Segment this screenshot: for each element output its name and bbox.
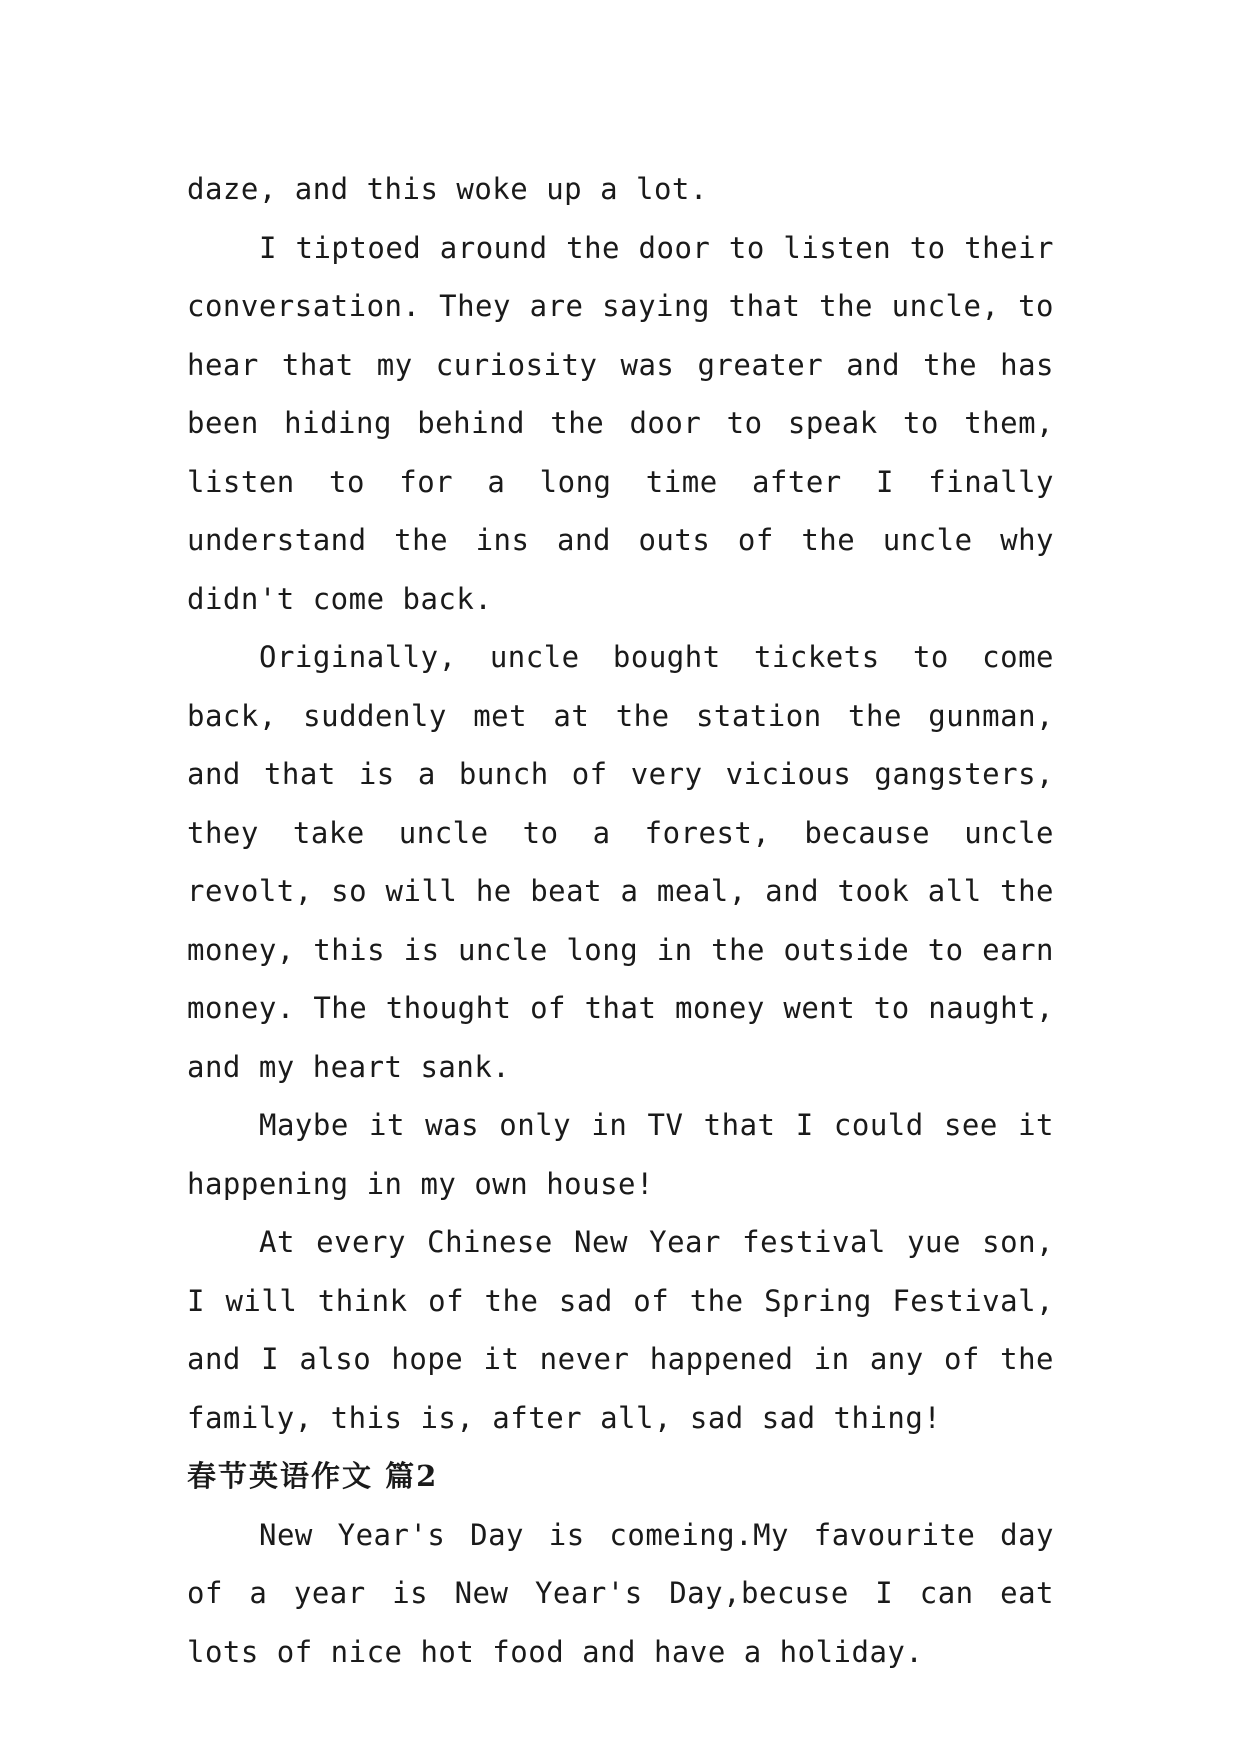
paragraph-eavesdrop: I tiptoed around the door to listen to their conversation. They are saying that the uncle, to hear that my curiosity was greater and the has been hiding behind the door to speak to them, listen to for a long time after I finally understand the ins and outs of the uncle why didn't come back. [187, 230, 1054, 616]
paragraph-new-years-day: New Year's Day is comeing.My favourite day of a year is New Year's Day,becuse I can eat lots of nice hot food and have a holiday. [187, 1517, 1054, 1669]
paragraph-tv: Maybe it was only in TV that I could see it happening in my own house! [187, 1108, 1054, 1201]
document-body [187, 160, 1054, 1681]
paragraph-continuation: daze, and this woke up a lot. [187, 172, 708, 206]
paragraph-uncle-story: Originally, uncle bought tickets to come back, suddenly met at the station the gunman, and that is a bunch of very vicious gangsters, they take uncle to a forest, because uncle revolt, so will he beat a meal, and took all the money, this is uncle long in the outside to earn money. The thought of that money went to naught, and my heart sank. [187, 640, 1054, 1084]
section-heading: 春节英语作文 篇2 [187, 1459, 439, 1493]
paragraph-new-year-reflection: At every Chinese New Year festival yue son, I will think of the sad of the Spring Festival, and I also hope it never happened in any of the family, this is, after all, sad sad thing! [187, 1225, 1054, 1435]
